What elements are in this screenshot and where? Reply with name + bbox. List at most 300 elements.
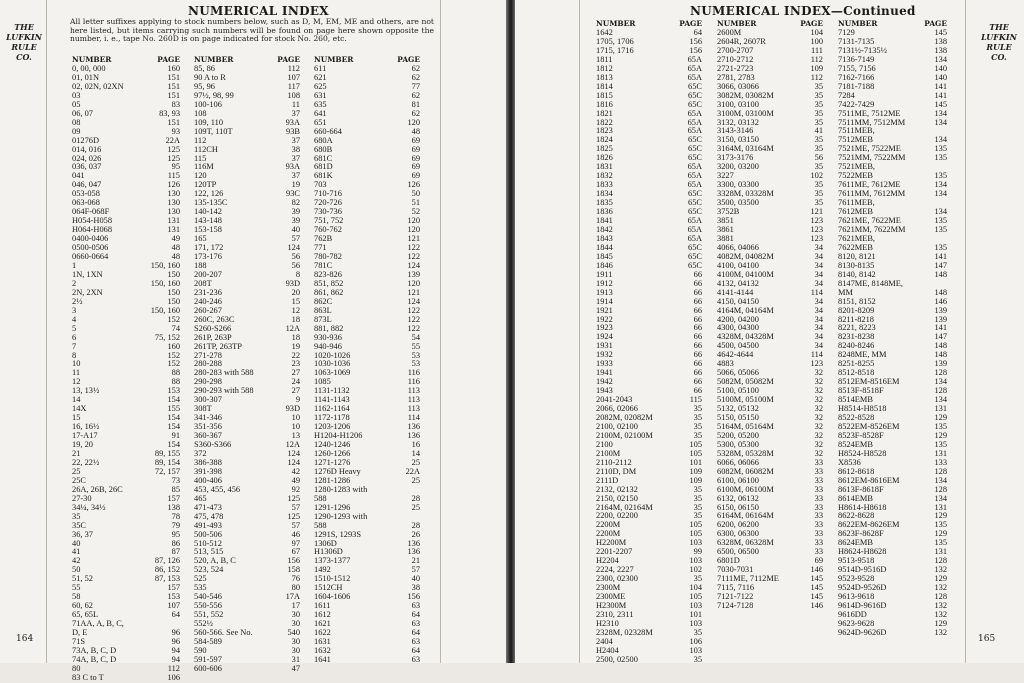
page-ref: 40	[411, 574, 420, 584]
page-ref: 65C	[688, 242, 702, 252]
stock-number: MM	[838, 287, 853, 297]
stock-number: 1642	[596, 28, 613, 37]
page-ref: 99	[693, 547, 702, 557]
page-ref: 139	[934, 314, 947, 324]
stock-number: 8612-8618	[838, 466, 875, 476]
page-ref: 146	[810, 565, 823, 575]
stock-number: 2066, 02066	[596, 404, 638, 414]
index-row	[194, 101, 300, 110]
page-ref: 93A	[285, 162, 300, 172]
stock-number: H1306D	[314, 547, 343, 557]
stock-number: 1835	[596, 198, 613, 208]
page-ref: 145	[810, 574, 823, 584]
stock-number: S260-S266	[194, 323, 232, 333]
index-row	[72, 334, 180, 343]
stock-number: 109T, 110T	[194, 126, 233, 136]
stock-number: 109, 110	[194, 117, 224, 127]
stock-number: 8147ME, 8148ME,	[838, 278, 903, 288]
page-ref: 154	[167, 413, 180, 423]
stock-number: 2111D	[596, 475, 619, 485]
page-ref: 25	[411, 475, 420, 485]
stock-number: 80	[72, 663, 81, 673]
page-ref: 32	[814, 430, 823, 440]
stock-number: 7621ME, 7622ME	[838, 216, 901, 226]
stock-number: 5300, 05300	[717, 439, 759, 449]
stock-number: 863L	[314, 305, 332, 315]
stock-number: 8622-8628	[838, 511, 875, 521]
page-ref: 157	[167, 493, 180, 503]
page-ref: 128	[934, 556, 947, 566]
page-ref: 124	[407, 260, 420, 270]
stock-number: 1715, 1716	[596, 45, 634, 55]
stock-number: 8221, 8223	[838, 323, 876, 333]
page-ref: 69	[411, 162, 420, 172]
page-ref: 147	[934, 332, 947, 342]
stock-number: 1826	[596, 153, 613, 163]
page-ref: 34	[814, 305, 823, 315]
stock-number: 1816	[596, 99, 613, 109]
page-ref: 125	[287, 511, 300, 521]
brand-line: RULE	[986, 42, 1012, 52]
stock-number: 465	[194, 493, 207, 503]
page-ref: 150, 160	[150, 278, 180, 288]
stock-number: 2500, 02500	[596, 654, 638, 664]
stock-number: 2201-2207	[596, 547, 633, 557]
stock-number: 1306D	[314, 538, 337, 548]
stock-number: 510-512	[194, 538, 222, 548]
page-ref: 152	[167, 314, 180, 324]
page-ref: 22A	[165, 135, 180, 145]
page-ref: 50	[411, 189, 420, 199]
page-ref: 148	[934, 341, 947, 351]
page-ref: 53	[411, 359, 420, 369]
page-ref: 128	[934, 386, 947, 396]
stock-number: 1843	[596, 233, 613, 243]
page-ref: 150	[167, 287, 180, 297]
stock-number: 3100M, 03100M	[717, 108, 774, 118]
page-ref: 8	[295, 269, 300, 279]
page-ref: 103	[689, 538, 702, 548]
page-ref: 100	[810, 36, 823, 46]
page-ref: 37	[291, 135, 300, 145]
stock-number: 2100	[596, 439, 613, 449]
page-ref: 55	[411, 341, 420, 351]
stock-number: 1373-1377	[314, 556, 351, 566]
page-ref: 154	[167, 440, 180, 450]
stock-number: 1932	[596, 350, 613, 360]
index-row	[72, 352, 180, 361]
stock-number: 271-278	[194, 350, 222, 360]
stock-number: 1911	[596, 269, 613, 279]
page-ref: 66	[693, 314, 702, 324]
stock-number: 7522MEB	[838, 171, 873, 181]
stock-number: 06, 07	[72, 108, 93, 118]
page-ref: 65C	[688, 251, 702, 261]
stock-number: 9614D-9616D	[838, 601, 887, 610]
stock-number: 1913	[596, 287, 613, 297]
page-ref: 141	[934, 81, 947, 91]
page-ref: 32	[814, 395, 823, 405]
stock-number: 4500, 04500	[717, 341, 759, 351]
brand-line: THE	[14, 22, 34, 32]
stock-number: 9624D-9626D	[838, 627, 887, 637]
page-ref: 121	[407, 234, 420, 244]
stock-number: 03	[72, 90, 81, 100]
brand-line: LUFKIN	[6, 32, 42, 42]
page-ref: 132	[934, 609, 947, 619]
stock-number: 97½, 98, 99	[194, 90, 234, 100]
stock-number: 7511ME, 7512ME	[838, 108, 901, 118]
page-ref: 104	[689, 583, 702, 593]
page-ref: 88	[171, 368, 180, 378]
stock-number: 1240-1246	[314, 440, 351, 450]
page-ref: 131	[167, 216, 180, 226]
index-row	[194, 253, 300, 262]
page-ref: 34	[814, 314, 823, 324]
page-ref: 65A	[687, 180, 702, 190]
page-ref: 94	[171, 645, 180, 655]
stock-number: 8240-8246	[838, 341, 875, 351]
stock-number: 1914	[596, 296, 613, 306]
page-ref: 9	[295, 395, 300, 405]
stock-number: 6132, 06132	[717, 493, 759, 503]
stock-number: 453, 455, 456	[194, 484, 241, 494]
page-ref: 122	[407, 314, 420, 324]
page-ref: 96	[171, 628, 180, 638]
page-ref: 49	[291, 475, 300, 485]
page-ref: 65C	[688, 135, 702, 145]
stock-number: 1943	[596, 386, 613, 396]
page-ref: 39	[291, 207, 300, 217]
stock-number: 681C	[314, 153, 333, 163]
stock-number: 8622EM-8626EM	[838, 520, 900, 530]
stock-number: 1922	[596, 314, 613, 324]
index-row	[194, 441, 300, 450]
stock-number: 8613F-8618F	[838, 484, 884, 494]
page-ref: 33	[814, 457, 823, 467]
stock-number: 5164M, 05164M	[717, 421, 774, 431]
stock-number: H8624-H8628	[838, 547, 887, 557]
page-ref: 112	[810, 72, 823, 82]
book-spine	[506, 0, 515, 663]
stock-number: 7622MEB	[838, 242, 873, 252]
stock-number: 1622	[314, 628, 331, 638]
page-ref: 129	[934, 574, 947, 584]
stock-number: 8524EMB	[838, 439, 873, 449]
page-ref: 156	[689, 36, 702, 46]
stock-number: 1131-1132	[314, 386, 350, 396]
stock-number: 8614EMB	[838, 493, 873, 503]
page-ref: 120	[407, 225, 420, 235]
number-header: NUMBER	[314, 55, 354, 64]
page-ref: 56	[291, 252, 300, 262]
page-ref: 16	[411, 440, 420, 450]
stock-number: 1705, 1706	[596, 36, 634, 46]
page-ref: 56	[291, 260, 300, 270]
stock-number: 1813	[596, 72, 613, 82]
stock-number: 1085	[314, 377, 331, 387]
stock-number: 08	[72, 117, 81, 127]
page-ref: 109	[689, 466, 702, 476]
page-ref: 14	[411, 448, 420, 458]
right-page	[515, 0, 1024, 663]
stock-number: 35	[72, 511, 81, 521]
page-ref: 17	[291, 601, 300, 611]
stock-number: 5328M, 05328M	[717, 448, 774, 458]
stock-number: 50	[72, 565, 81, 575]
page-ref: 69	[814, 556, 823, 566]
page-ref: 93B	[286, 126, 300, 136]
page-ref: 35	[814, 180, 823, 190]
stock-number: H2300M	[596, 601, 627, 610]
page-ref: 134	[934, 117, 947, 127]
page-ref: 113	[407, 404, 420, 414]
stock-number: 5	[72, 323, 77, 333]
page-ref: 41	[814, 126, 823, 136]
stock-number: 2200M	[596, 529, 621, 539]
stock-number: 7131-7135	[838, 36, 875, 46]
stock-number: H2310	[596, 618, 619, 628]
stock-number: 8120, 8121	[838, 251, 876, 261]
page-ref: 65A	[687, 126, 702, 136]
page-ref: 67	[291, 547, 300, 557]
index-row	[72, 360, 180, 369]
index-row	[194, 575, 300, 584]
page-ref: 105	[689, 520, 702, 530]
page-ref: 62	[411, 72, 420, 82]
page-ref: 15	[291, 296, 300, 306]
page-ref: 35	[814, 117, 823, 127]
page-ref: 65C	[688, 207, 702, 217]
stock-number: 2110D, DM	[596, 466, 637, 476]
page-ref: 105	[689, 592, 702, 602]
stock-number: 588	[314, 493, 327, 503]
page-ref: 151	[167, 81, 180, 91]
stock-number: 1821	[596, 108, 613, 118]
page-ref: 39	[291, 216, 300, 226]
stock-number: 2200, 02200	[596, 511, 638, 521]
stock-number: 7621MM, 7622MM	[838, 224, 906, 234]
page-ref: 35	[693, 484, 702, 494]
page-ref: 26	[411, 529, 420, 539]
page-ref: 123	[810, 233, 823, 243]
stock-number: 1814	[596, 81, 613, 91]
stock-number: 5150, 05150	[717, 412, 759, 422]
page-ref: 102	[689, 565, 702, 575]
page-ref: 65A	[687, 233, 702, 243]
stock-number: 1933	[596, 359, 613, 369]
stock-number: 143-148	[194, 216, 222, 226]
stock-number: 1815	[596, 90, 613, 100]
index-row	[72, 531, 180, 540]
stock-number: 8211-8218	[838, 314, 874, 324]
index-row	[314, 110, 420, 119]
page-ref: 35	[814, 81, 823, 91]
page-ref: 32	[814, 404, 823, 414]
stock-number: 25C	[72, 475, 86, 485]
stock-number: 1912	[596, 278, 613, 288]
page-header: PAGE	[679, 19, 702, 28]
number-header: NUMBER	[717, 19, 757, 28]
stock-number: 120TP	[194, 180, 217, 190]
page-ref: 65A	[687, 54, 702, 64]
page-ref: 129	[934, 511, 947, 521]
page-ref: 154	[167, 422, 180, 432]
index-column	[717, 19, 823, 611]
page-ref: 145	[934, 28, 947, 37]
page-ref: 75, 152	[154, 332, 180, 342]
page-ref: 30	[291, 610, 300, 620]
page-ref: 160	[167, 341, 180, 351]
stock-number: 873L	[314, 314, 332, 324]
brand-line: THE	[989, 22, 1009, 32]
page-title: NUMERICAL INDEX	[188, 4, 329, 18]
page-ref: 33	[814, 493, 823, 503]
margin-rule	[579, 0, 580, 663]
page-ref: 134	[934, 108, 947, 118]
page-ref: 117	[287, 81, 300, 91]
stock-number: 4328M, 04328M	[717, 332, 774, 342]
page-ref: 102	[810, 171, 823, 181]
index-row	[72, 575, 180, 584]
brand-line: RULE	[11, 42, 37, 52]
page-ref: 139	[407, 269, 420, 279]
stock-number: 641	[314, 108, 327, 118]
stock-number: 2½	[72, 296, 83, 306]
page-ref: 108	[287, 90, 300, 100]
stock-number: 120	[194, 171, 207, 181]
stock-number: 7124-7128	[717, 601, 754, 610]
page-ref: 138	[934, 45, 947, 55]
page-ref: 32	[814, 421, 823, 431]
index-row	[72, 119, 180, 128]
page-ref: 69	[411, 171, 420, 181]
stock-number: 85, 86	[194, 64, 215, 73]
page-ref: 87, 153	[154, 574, 180, 584]
page-ref: 135	[934, 242, 947, 252]
page-ref: 95	[171, 529, 180, 539]
page-ref: 65A	[687, 108, 702, 118]
page-ref: 78	[171, 511, 180, 521]
stock-number: 1941	[596, 368, 613, 378]
page-ref: 128	[934, 368, 947, 378]
stock-number: 3164M, 03164M	[717, 144, 774, 154]
stock-number: 053-058	[72, 189, 100, 199]
page-ref: 135	[934, 421, 947, 431]
page-ref: 135	[934, 144, 947, 154]
stock-number: 341-346	[194, 413, 222, 423]
page-ref: 77	[411, 81, 420, 91]
page-ref: 130	[167, 198, 180, 208]
page-ref: 66	[693, 323, 702, 333]
stock-number: 5100M, 05100M	[717, 395, 774, 405]
left-page	[0, 0, 506, 682]
page-ref: 66	[693, 278, 702, 288]
page-ref: 151	[167, 117, 180, 127]
page-ref: 65C	[688, 81, 702, 91]
page-ref: 20	[291, 287, 300, 297]
stock-number: 1836	[596, 207, 613, 217]
index-row	[314, 83, 420, 92]
page-ref: 65A	[687, 63, 702, 73]
stock-number: 3851	[717, 216, 734, 226]
page-ref: 130	[167, 207, 180, 217]
page-ref: 154	[167, 395, 180, 405]
page-ref: 28	[411, 520, 420, 530]
stock-number: 2310, 2311	[596, 609, 634, 619]
page-ref: 131	[934, 404, 947, 414]
page-ref: 62	[411, 90, 420, 100]
stock-number: 4066, 04066	[717, 242, 759, 252]
stock-number: H8514-H8518	[838, 404, 887, 414]
index-row	[72, 92, 180, 101]
page-ref: 66	[693, 287, 702, 297]
page-ref: 153	[167, 386, 180, 396]
stock-number: 1281-1286	[314, 475, 351, 485]
page-ref: 97	[291, 538, 300, 548]
stock-number: 2164M, 02164M	[596, 502, 653, 512]
page-ref: 65A	[687, 171, 702, 181]
page-ref: 114	[810, 287, 823, 297]
page-ref: 74	[171, 323, 180, 333]
stock-number: 6801D	[717, 556, 740, 566]
stock-number: 3227	[717, 171, 734, 181]
stock-number: 112CH	[194, 144, 218, 154]
page-ref: 33	[814, 529, 823, 539]
brand-line: LUFKIN	[981, 32, 1017, 42]
page-ref: 141	[934, 323, 947, 333]
index-row	[72, 584, 180, 593]
page-ref: 62	[411, 64, 420, 73]
page-ref: 105	[689, 448, 702, 458]
page-ref: 146	[934, 296, 947, 306]
stock-number: 7621MEB,	[838, 233, 875, 243]
page-ref: 57	[411, 565, 420, 575]
page-ref: 152	[167, 350, 180, 360]
stock-number: 7612MEB	[838, 207, 873, 217]
page-ref: 35	[814, 90, 823, 100]
stock-number: 6082M, 06082M	[717, 466, 774, 476]
stock-number: 720-726	[314, 198, 342, 208]
index-row	[72, 343, 180, 352]
stock-number: 535	[194, 583, 207, 593]
page-ref: 132	[934, 583, 947, 593]
page-ref: 57	[291, 502, 300, 512]
stock-number: 4300, 04300	[717, 323, 759, 333]
margin-rule	[440, 0, 441, 663]
stock-number: 2710-2712	[717, 54, 754, 64]
stock-number: 6	[72, 332, 77, 342]
stock-number: 8623F-8628F	[838, 529, 884, 539]
page-ref: 139	[934, 359, 947, 369]
page-ref: 93A	[285, 117, 300, 127]
page-ref: 21	[411, 556, 420, 566]
page-ref: 135	[934, 224, 947, 234]
stock-number: 8512EM-8516EM	[838, 377, 900, 387]
page-ref: 135	[934, 520, 947, 530]
index-row	[314, 74, 420, 83]
stock-number: H8524-H8528	[838, 448, 887, 458]
stock-number: 4883	[717, 359, 734, 369]
page-ref: 27	[291, 386, 300, 396]
page-ref: 87	[171, 547, 180, 557]
page-ref: 34	[814, 296, 823, 306]
page-ref: 113	[407, 395, 420, 405]
page-ref: 69	[411, 135, 420, 145]
page-ref: 28	[411, 493, 420, 503]
stock-number: 591-597	[194, 654, 222, 664]
page-ref: 65C	[688, 144, 702, 154]
